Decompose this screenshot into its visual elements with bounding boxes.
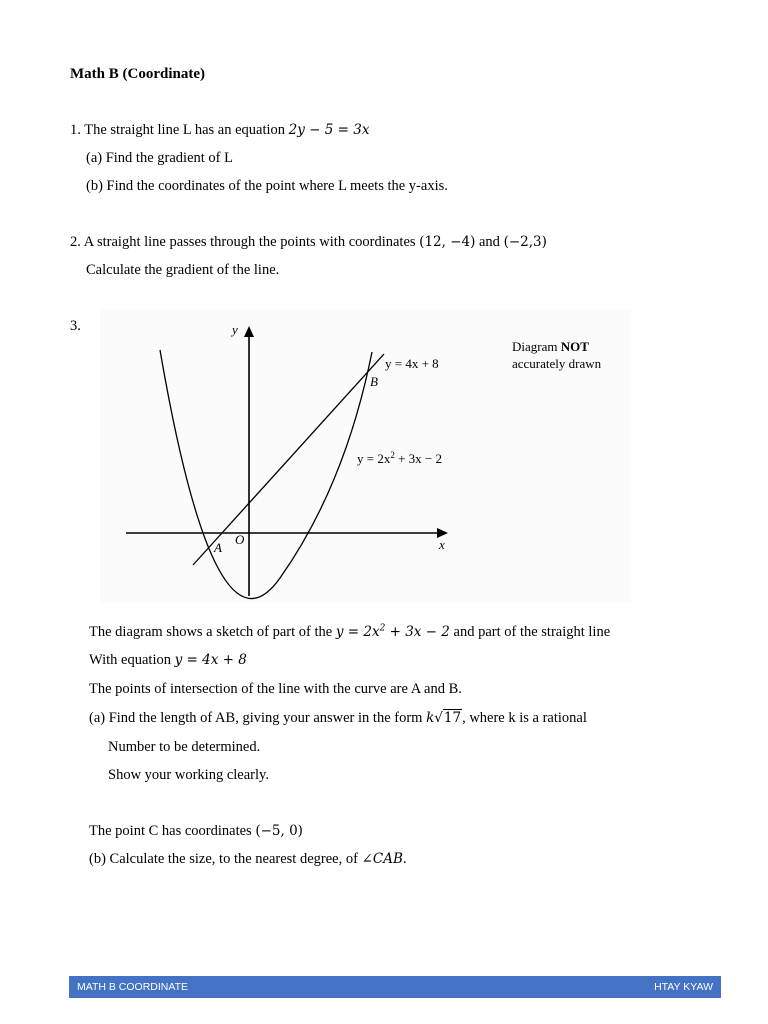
question-2-point-2: (−2,3) [503, 234, 547, 250]
question-3-point-c [89, 823, 303, 840]
question-1-stem [70, 122, 369, 139]
x-axis-label: x [439, 537, 445, 552]
parabola-curve [160, 350, 372, 599]
y-axis-arrow [244, 326, 254, 337]
diagram-svg [100, 310, 630, 602]
text-1-equation: $y = 2x^2 + 3x - 2$ [335, 623, 450, 640]
question-3-text-2 [89, 652, 247, 669]
point-c-coords: (−5, 0) [255, 823, 303, 839]
line-equation-label: y = 4x + 8 [385, 356, 439, 371]
text-1-suffix: and part of the straight line [449, 624, 611, 640]
question-3-text-3: The points of intersection of the line with the curve are A and B. [89, 681, 462, 697]
question-2-text: 2. A straight line passes through the points with coordinates [70, 234, 420, 250]
text-2-prefix: With equation [89, 652, 175, 668]
question-3-number: 3. [70, 318, 81, 334]
question-2-point-1: (12, −4) [419, 234, 476, 250]
question-1-part-a: (a) Find the gradient of L [86, 150, 233, 166]
part-b-suffix: . [402, 851, 407, 867]
question-1-equation: 2y − 5 = 3x [288, 122, 370, 138]
point-a-label: A [214, 540, 222, 555]
question-2-and: and [475, 234, 504, 250]
part-a-suffix: , where k is a rational [462, 710, 587, 726]
footer-right-text: HTAY KYAW [654, 981, 713, 993]
point-c-prefix: The point C has coordinates [89, 823, 256, 839]
question-3-diagram [100, 310, 630, 602]
diagram-note-line-1: Diagram NOT [512, 339, 589, 354]
question-2-stem [70, 234, 547, 251]
origin-label: O [235, 532, 245, 547]
text-1-prefix: The diagram shows a sketch of part of the [89, 624, 336, 640]
page-title: Math B (Coordinate) [70, 66, 205, 82]
footer-left-text: MATH B COORDINATE [77, 981, 189, 993]
question-3-text-1 [89, 624, 610, 641]
question-1-part-b: (b) Find the coordinates of the point where L meets the y-axis. [86, 178, 448, 194]
curve-equation-label: $y = 2x^2 + 3x - 2$ [357, 450, 443, 466]
part-b-angle: ∠CAB [361, 851, 403, 867]
question-2-line-2: Calculate the gradient of the line. [86, 262, 280, 278]
page-footer [69, 976, 721, 998]
part-a-k: k [426, 710, 435, 726]
diagram-note-line-2: accurately drawn [512, 356, 602, 371]
point-b-label: B [370, 374, 378, 389]
part-b-prefix: (b) Calculate the size, to the nearest degree, of [89, 851, 362, 867]
part-a-prefix: (a) Find the length of AB, giving your answer in the form [89, 710, 427, 726]
question-1-text: 1. The straight line L has an equation [70, 122, 289, 138]
question-3-part-a-line-3: Show your working clearly. [108, 767, 269, 783]
question-3-part-a [89, 710, 587, 727]
part-a-sqrt: √17 [434, 710, 462, 726]
y-axis-label: y [232, 322, 238, 337]
question-3-part-b [89, 851, 407, 868]
text-2-equation: y = 4x + 8 [174, 652, 247, 668]
question-3-part-a-line-2: Number to be determined. [108, 739, 261, 755]
